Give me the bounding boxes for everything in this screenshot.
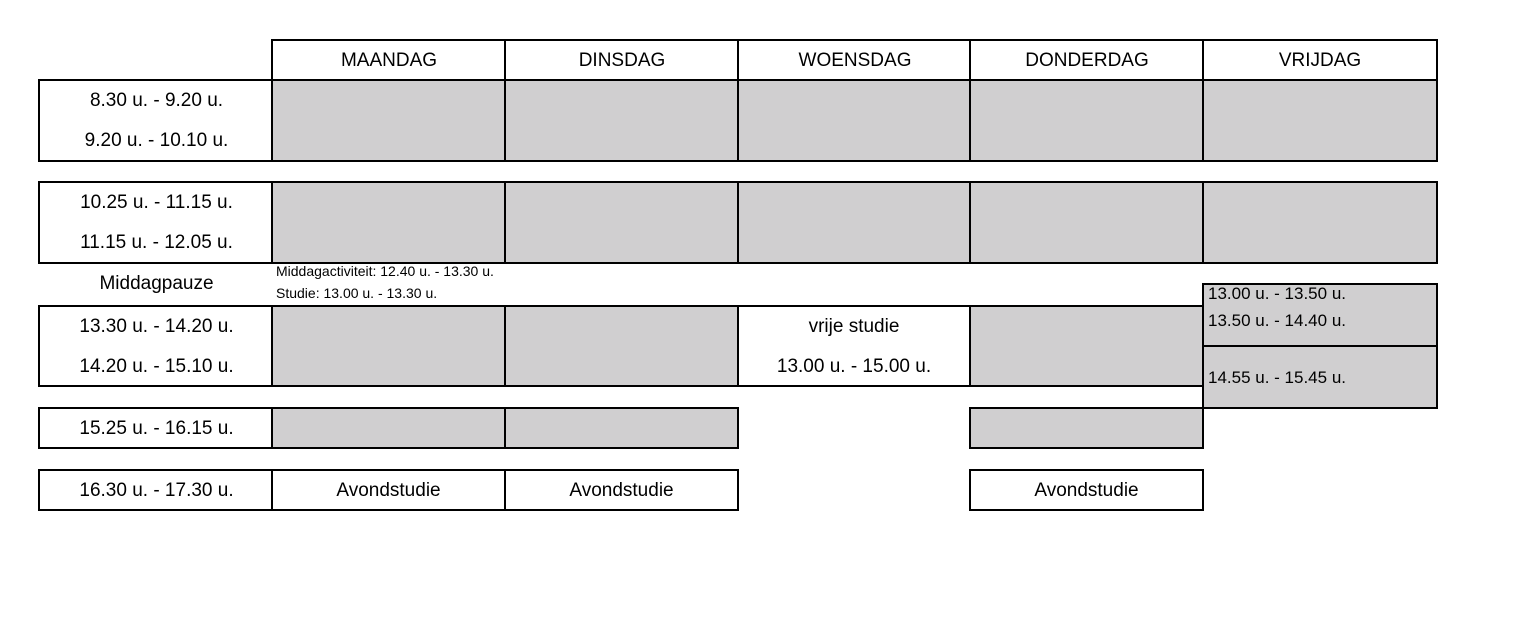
lesson-cell-vrijdag bbox=[1202, 79, 1438, 162]
time-slot-label: 9.20 u. - 10.10 u. bbox=[84, 130, 229, 151]
evening-study-label: Avondstudie bbox=[336, 480, 441, 501]
time-slot-label: 15.25 u. - 16.15 u. bbox=[79, 418, 234, 439]
free-study-label: vrije studie bbox=[808, 316, 900, 337]
free-study-time: 13.00 u. - 15.00 u. bbox=[776, 356, 932, 377]
lesson-cell-vrijdag bbox=[1202, 181, 1438, 264]
time-slot-label: 10.25 u. - 11.15 u. bbox=[80, 192, 233, 213]
lunch-study-note: Studie: 13.00 u. - 13.30 u. bbox=[276, 285, 438, 301]
vrijdag-time-label: 13.00 u. - 13.50 u. bbox=[1208, 284, 1346, 303]
lesson-cell-dinsdag bbox=[504, 407, 739, 449]
lesson-cell-maandag bbox=[271, 407, 506, 449]
lesson-cell-woensdag bbox=[737, 79, 971, 162]
lesson-cell-maandag bbox=[271, 181, 506, 264]
time-slot-label: 13.30 u. - 14.20 u. bbox=[79, 316, 234, 337]
evening-study-label: Avondstudie bbox=[569, 480, 674, 501]
vrijdag-time-label: 13.50 u. - 14.40 u. bbox=[1208, 311, 1346, 330]
lesson-cell-dinsdag bbox=[504, 181, 739, 264]
time-slot-label: 8.30 u. - 9.20 u. bbox=[89, 90, 224, 111]
lesson-cell-dinsdag bbox=[504, 79, 739, 162]
lesson-cell-maandag bbox=[271, 79, 506, 162]
time-slot-label: 14.20 u. - 15.10 u. bbox=[79, 356, 234, 377]
lesson-cell-donderdag bbox=[969, 79, 1204, 162]
lesson-cell-maandag bbox=[271, 305, 506, 387]
day-header-woensdag: WOENSDAG bbox=[798, 50, 912, 71]
lesson-cell-donderdag bbox=[969, 407, 1204, 449]
evening-study-label: Avondstudie bbox=[1034, 480, 1139, 501]
day-header-vrijdag: VRIJDAG bbox=[1278, 50, 1362, 71]
lesson-cell-woensdag bbox=[737, 181, 971, 264]
day-header-maandag: MAANDAG bbox=[340, 50, 438, 71]
lunch-activity-note: Middagactiviteit: 12.40 u. - 13.30 u. bbox=[276, 263, 494, 279]
lesson-cell-donderdag bbox=[969, 181, 1204, 264]
day-header-dinsdag: DINSDAG bbox=[578, 50, 666, 71]
lunch-label: Middagpauze bbox=[99, 273, 214, 294]
lesson-cell-donderdag bbox=[969, 305, 1204, 387]
time-slot-label: 16.30 u. - 17.30 u. bbox=[79, 480, 234, 501]
day-header-donderdag: DONDERDAG bbox=[1025, 50, 1149, 71]
time-slot-label: 11.15 u. - 12.05 u. bbox=[80, 232, 233, 253]
vrijdag-time-label: 14.55 u. - 15.45 u. bbox=[1208, 368, 1346, 387]
lesson-cell-dinsdag bbox=[504, 305, 739, 387]
